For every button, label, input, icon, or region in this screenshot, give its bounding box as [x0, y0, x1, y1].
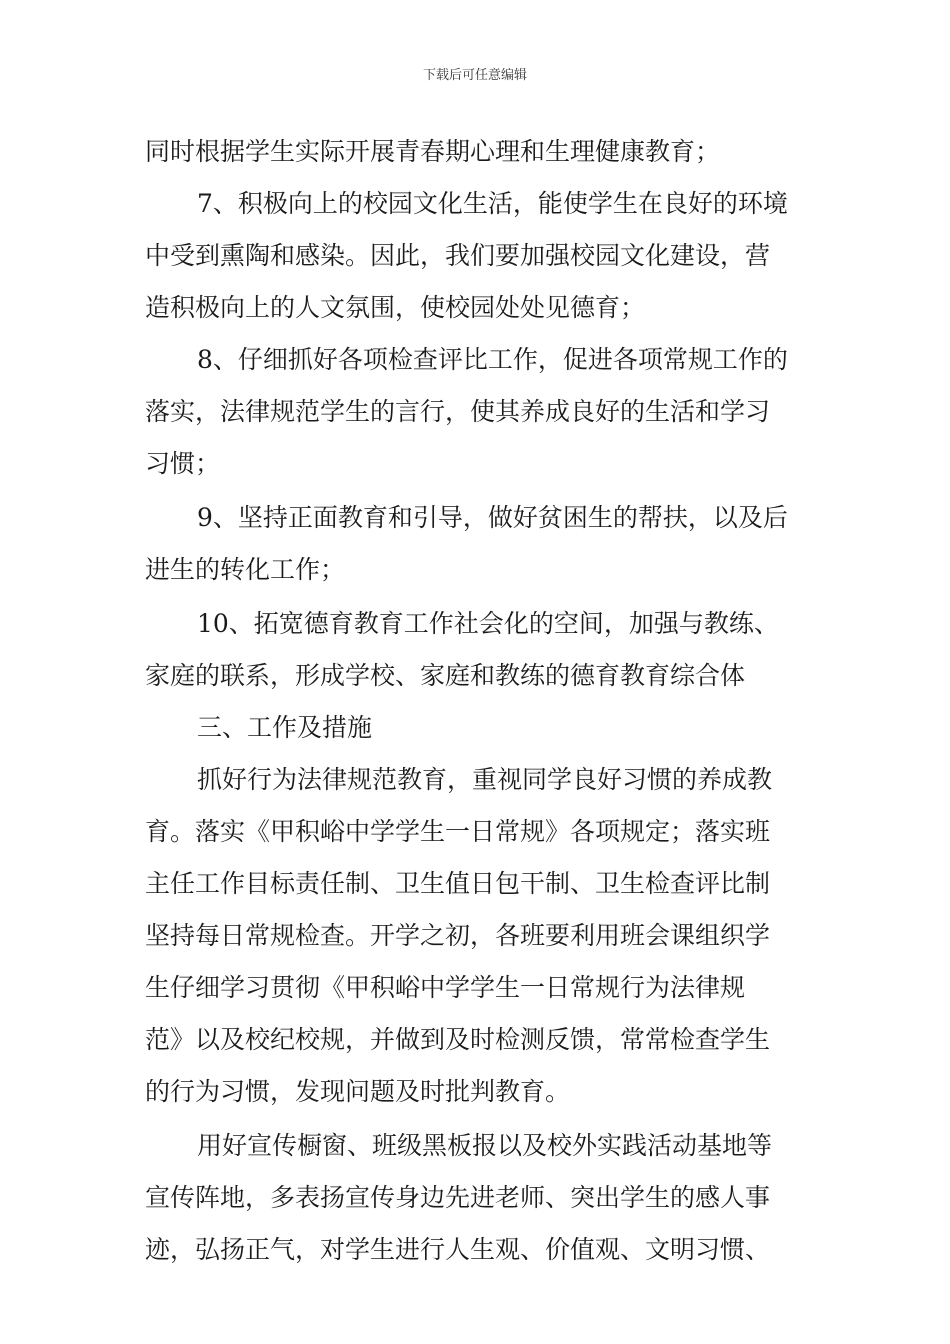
text-line: 主任工作目标责任制、卫生值日包干制、卫生检查评比制 — [145, 869, 771, 898]
text-line: 同时根据学生实际开展青春期心理和生理健康教育； — [145, 137, 721, 166]
paragraph-9-line: 9、坚持正面教育和引导，做好贫困生的帮扶，以及后 — [197, 503, 788, 532]
text-line: 范》以及校纪校规，并做到及时检测反馈，常常检查学生 — [145, 1025, 771, 1054]
text-line: 造积极向上的人文氛围，使校园处处见德育； — [145, 293, 646, 322]
document-body — [145, 126, 810, 1276]
text-line: 家庭的联系，形成学校、家庭和教练的德育教育综合体 — [145, 661, 746, 690]
text-line: 生仔细学习贯彻《甲积峪中学学生一日常规行为法律规 — [145, 973, 746, 1002]
paragraph-7-line: 7、积极向上的校园文化生活，能使学生在良好的环境 — [197, 189, 788, 218]
paragraph-8-line: 8、仔细抓好各项检查评比工作，促进各项常规工作的 — [197, 345, 788, 374]
page-header-note: 下载后可任意编辑 — [422, 68, 527, 83]
text-line: 落实，法律规范学生的言行，使其养成良好的生活和学习 — [145, 397, 771, 426]
paragraph-line: 用好宣传橱窗、班级黑板报以及校外实践活动基地等 — [197, 1131, 773, 1160]
text-line: 坚持每日常规检查。开学之初，各班要利用班会课组织学 — [145, 921, 771, 950]
text-line: 的行为习惯，发现问题及时批判教育。 — [145, 1077, 571, 1106]
text-line: 进生的转化工作； — [145, 555, 346, 584]
text-line: 宣传阵地，多表扬宣传身边先进老师、突出学生的感人事 — [145, 1183, 771, 1212]
paragraph-10-line: 10、拓宽德育教育工作社会化的空间，加强与教练、 — [197, 609, 779, 638]
text-line: 迹，弘扬正气，对学生进行人生观、价值观、文明习惯、 — [145, 1235, 771, 1264]
paragraph-line: 抓好行为法律规范教育，重视同学良好习惯的养成教 — [197, 765, 773, 794]
text-line: 习惯； — [145, 449, 221, 478]
section-heading: 三、工作及措施 — [197, 713, 373, 742]
text-line: 育。落实《甲积峪中学学生一日常规》各项规定；落实班 — [145, 817, 771, 846]
text-line: 中受到熏陶和感染。因此，我们要加强校园文化建设，营 — [145, 241, 771, 270]
